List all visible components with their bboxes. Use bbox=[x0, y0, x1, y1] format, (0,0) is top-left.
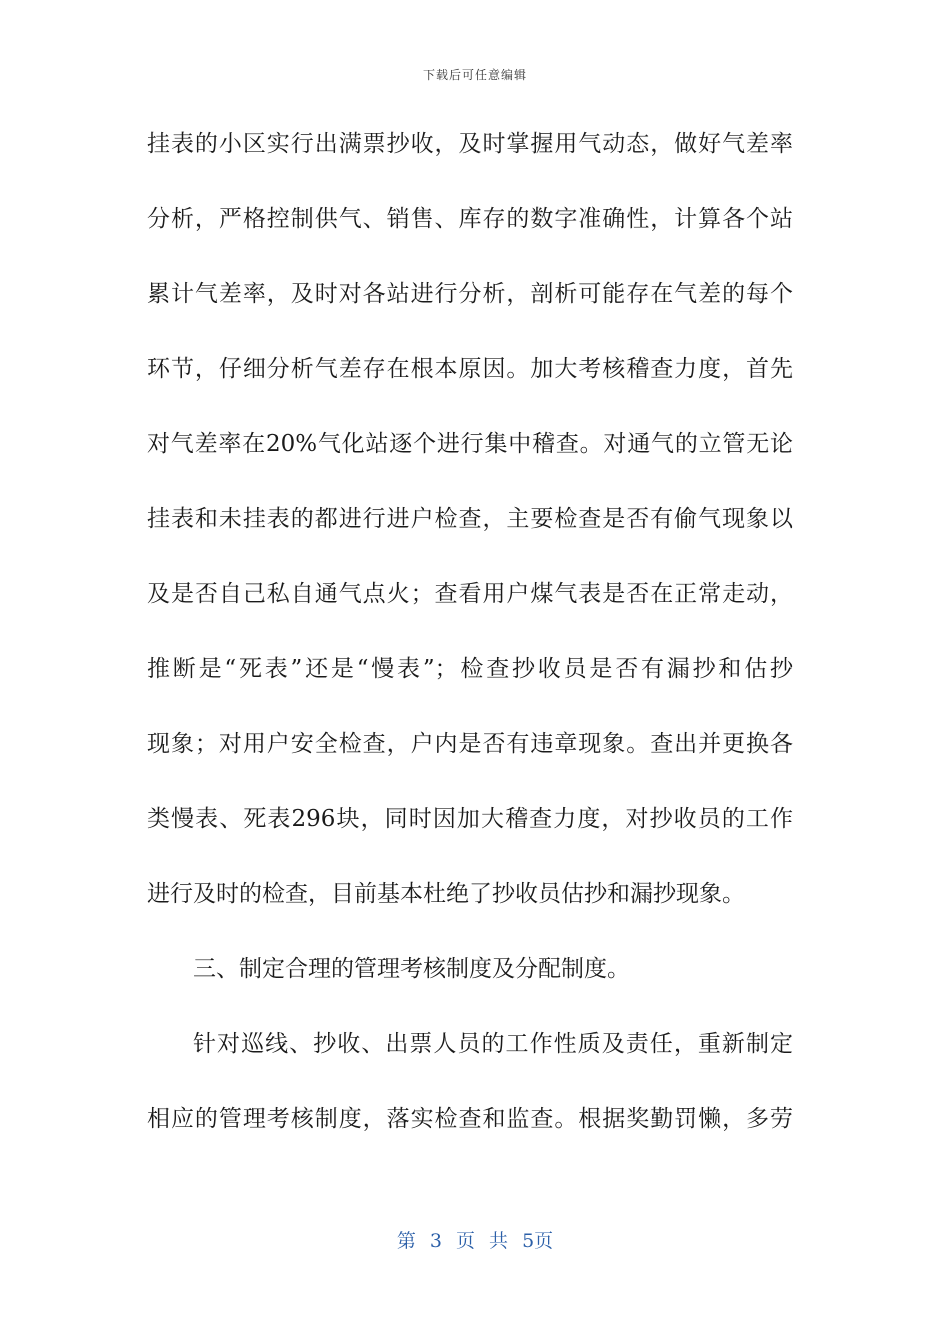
paragraph-line: 相应的管理考核制度，落实检查和监查。根据奖勤罚懒，多劳 bbox=[147, 1106, 793, 1132]
download-note: 下载后可任意编辑 bbox=[422, 68, 527, 82]
paragraph-line: 挂表的小区实行出满票抄收，及时掌握用气动态，做好气差率 bbox=[147, 131, 793, 157]
section-heading: 三、制定合理的管理考核制度及分配制度。 bbox=[193, 956, 630, 982]
paragraph-line: 累计气差率，及时对各站进行分析，剖析可能存在气差的每个 bbox=[147, 281, 793, 307]
paragraph-line: 针对巡线、抄收、出票人员的工作性质及责任，重新制定 bbox=[193, 1031, 793, 1057]
paragraph-line: 现象；对用户安全检查，户内是否有违章现象。查出并更换各 bbox=[147, 731, 793, 757]
paragraph-line: 分析，严格控制供气、销售、库存的数字准确性，计算各个站 bbox=[147, 206, 793, 232]
paragraph-line: 进行及时的检查，目前基本杜绝了抄收员估抄和漏抄现象。 bbox=[147, 881, 745, 907]
page-number: 第 3 页 共 5页 bbox=[396, 1230, 554, 1252]
document-body bbox=[147, 122, 793, 1172]
paragraph-line: 推断是“死表”还是“慢表”；检查抄收员是否有漏抄和估抄 bbox=[147, 656, 793, 682]
paragraph-line: 对气差率在20%气化站逐个进行集中稽查。对通气的立管无论 bbox=[147, 431, 793, 457]
paragraph-line: 环节，仔细分析气差存在根本原因。加大考核稽查力度，首先 bbox=[147, 356, 793, 382]
paragraph-line: 类慢表、死表296块，同时因加大稽查力度，对抄收员的工作 bbox=[147, 806, 793, 832]
paragraph-line: 及是否自己私自通气点火；查看用户煤气表是否在正常走动， bbox=[147, 581, 793, 607]
paragraph-line: 挂表和未挂表的都进行进户检查，主要检查是否有偷气现象以 bbox=[147, 506, 793, 532]
